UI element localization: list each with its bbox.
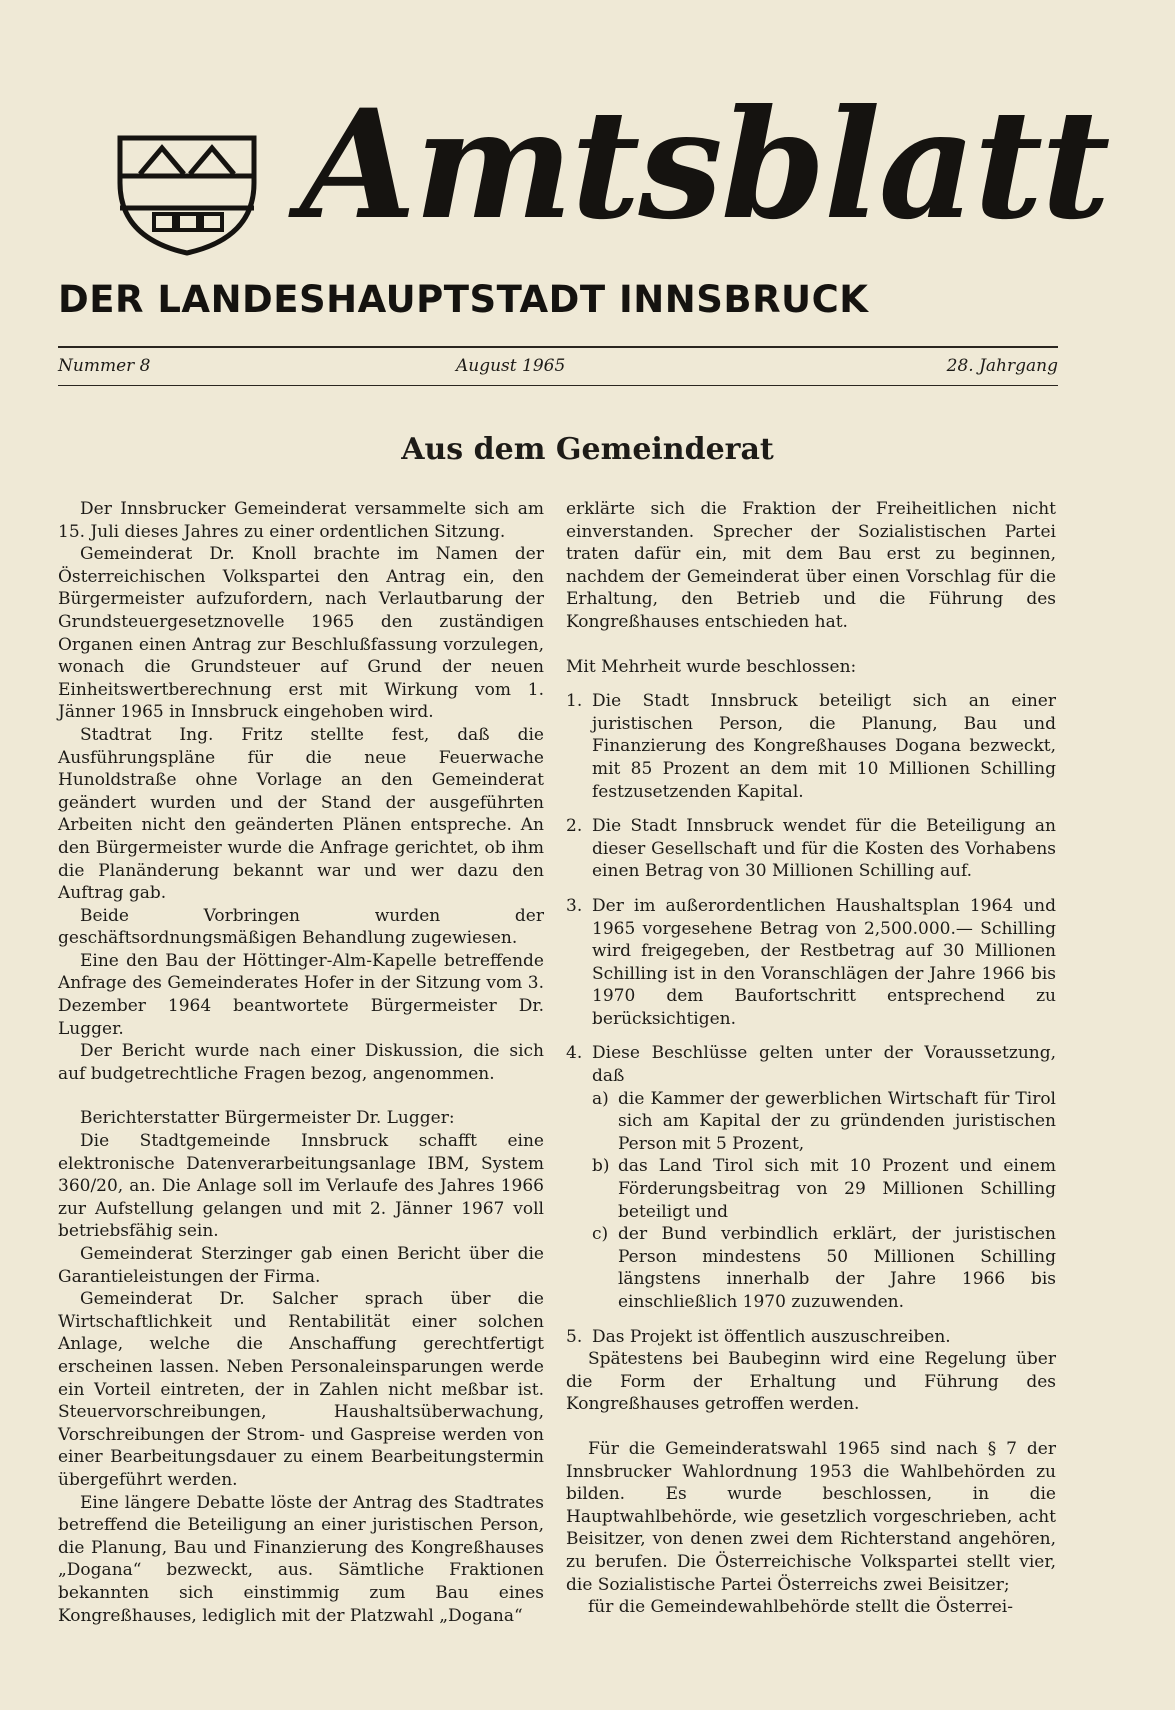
paragraph: Berichterstatter Bürgermeister Dr. Lugger: (80, 1108, 455, 1129)
paragraph: Gemeinderat Dr. Knoll brachte im Namen der Österreichischen Volkspartei den Antrag ein, den Bürgermeister aufzufordern, nach Verlautbarung der Grundsteuergesetznovelle 1965 den zuständigen Organen einen Antrag zur Beschlußfassung vorzulegen, wonach die Grundsteuer auf Grund der neuen Einheitswertberechnung erst mit Wirkung vom 1. Jänner 1965 in Innsbruck eingehoben wird. (58, 544, 544, 723)
paragraph: Der Bericht wurde nach einer Diskussion, die sich auf budgetrechtliche Fragen bezog, angenommen. (58, 1041, 544, 1084)
paragraph: Gemeinderat Dr. Salcher sprach über die Wirtschaftlichkeit und Rentabilität einer solchen Anlage, welche die Anschaffung gerechtfertigt erscheinen lassen. Neben Personaleinsparungen werde ein Vorteil eintreten, der in Zahlen nicht meßbar ist. Steuervorschreibungen, Haushaltsüberwachung, Vorschreibungen der Strom- und Gaspreise werden von einer Bearbeitungsdauer zu einem Bearbeitungstermin übergeführt werden. (58, 1289, 544, 1490)
paragraph: Spätestens bei Baubeginn wird eine Regelung über die Form der Erhaltung und Führung des Kongreßhauses getroffen werden. (566, 1349, 1056, 1415)
paragraph: Mit Mehrheit wurde beschlossen: (566, 656, 857, 677)
issue-number: Nummer 8 (58, 356, 151, 376)
paragraph: Stadtrat Ing. Fritz stellte fest, daß die Ausführungspläne für die neue Feuerwache Hunoldstraße ohne Vorlage an den Gemeinderat geändert wurden und der Stand der ausgeführten Arbeiten nicht den geänderten Plänen entspreche. An den Bürgermeister wurde die Anfrage gerichtet, ob ihm die Planänderung bekannt war und wer dazu den Auftrag gab. (58, 724, 544, 904)
masthead-subtitle: DER LANDESHAUPTSTADT INNSBRUCK (58, 278, 869, 321)
list-item: 1. Die Stadt Innsbruck beteiligt sich an einer juristischen Person, die Planung, Bau und Finanzierung des Kongreßhauses Dogana bezweckt, mit 85 Prozent an dem mit 10 Millionen Schilling festzusetzenden Kapital. (566, 691, 1056, 802)
list-item: 5. Das Projekt ist öffentlich auszuschreiben. (566, 1326, 951, 1347)
paragraph: Eine längere Debatte löste der Antrag des Stadtrates betreffend die Beteiligung an einer juristischen Person, die Planung, Bau und Finanzierung des Kongreßhauses „Dogana“ bezweckt, aus. Sämtliche Fraktionen bekannten sich einstimmig zum Bau eines Kongreßhauses, lediglich mit der Platzwahl „Dogana“ (58, 1492, 544, 1626)
list-subitem: c) der Bund verbindlich erklärt, der juristischen Person mindestens 50 Millionen Schilling längstens innerhalb der Jahre 1966 bis einschließlich 1970 zuzuwenden. (592, 1224, 1056, 1312)
paragraph: Eine den Bau der Höttinger-Alm-Kapelle betreffende Anfrage des Gemeinderates Hofer in der Sitzung vom 3. Dezember 1964 beantwortete Bürgermeister Dr. Lugger. (58, 950, 544, 1039)
list-subitem: b) das Land Tirol sich mit 10 Prozent und einem Förderungsbeitrag von 29 Millionen Schilling beteiligt und (592, 1156, 1056, 1222)
issue-line (58, 352, 1058, 382)
paragraph: Für die Gemeinderatswahl 1965 sind nach § 7 der Innsbrucker Wahlordnung 1953 die Wahlbehörden zu bilden. Es wurde beschlossen, in die Hauptwahlbehörde, wie gesetzlich vorgeschrieben, acht Beisitzer, von denen zwei dem Richterstand angehören, zu berufen. Die Österreichische Volkspartei stellt vier, die Sozialistische Partei Österreichs zwei Beisitzer; (566, 1438, 1056, 1595)
list-item: 2. Die Stadt Innsbruck wendet für die Beteiligung an dieser Gesellschaft und für die Kosten des Vorhabens einen Betrag von 30 Millionen Schilling auf. (566, 816, 1056, 882)
paragraph: für die Gemeindewahlbehörde stellt die Österrei- (588, 1597, 1013, 1618)
issue-volume: 28. Jahrgang (946, 356, 1058, 376)
section-heading: Aus dem Gemeinderat (401, 432, 774, 467)
city-crest-logo (112, 128, 262, 258)
divider (58, 346, 1058, 348)
list-subitem: a) die Kammer der gewerblichen Wirtschaft für Tirol sich am Kapital der zu gründenden juristischen Person mit 5 Prozent, (592, 1088, 1056, 1154)
masthead (100, 77, 1109, 280)
list-item: 4. Diese Beschlüsse gelten unter der Voraussetzung, daß (566, 1043, 1056, 1087)
masthead-title: Amtsblatt (300, 77, 1109, 253)
divider (58, 385, 1058, 386)
paragraph: Der Innsbrucker Gemeinderat versammelte sich am 15. Juli dieses Jahres zu einer ordentlichen Sitzung. (58, 499, 544, 542)
paragraph: Gemeinderat Sterzinger gab einen Bericht über die Garantieleistungen der Firma. (58, 1244, 544, 1287)
list-item: 3. Der im außerordentlichen Haushaltsplan 1964 und 1965 vorgesehene Betrag von 2,500.000.— Schilling wird freigegeben, der Restbetrag auf 30 Millionen Schilling ist in den Voranschlägen der Jahre 1966 bis 1970 dem Baufortschritt entsprechend zu berücksichtigen. (566, 895, 1056, 1029)
left-column (58, 498, 544, 1627)
right-column (566, 498, 1056, 1619)
issue-date: August 1965 (456, 356, 566, 376)
paragraph: erklärte sich die Fraktion der Freiheitlichen nicht einverstanden. Sprecher der Sozialistischen Partei traten dafür ein, mit dem Bau erst zu beginnen, nachdem der Gemeinderat über einen Vorschlag für die Erhaltung, den Betrieb und die Führung des Kongreßhauses entschieden hat. (566, 499, 1056, 632)
paragraph: Beide Vorbringen wurden der geschäftsordnungsmäßigen Behandlung zugewiesen. (58, 905, 544, 949)
paragraph: Die Stadtgemeinde Innsbruck schafft eine elektronische Datenverarbeitungsanlage IBM, System 360/20, an. Die Anlage soll im Verlaufe des Jahres 1966 zur Aufstellung gelangen und mit 2. Jänner 1967 voll betriebsfähig sein. (58, 1131, 544, 1242)
